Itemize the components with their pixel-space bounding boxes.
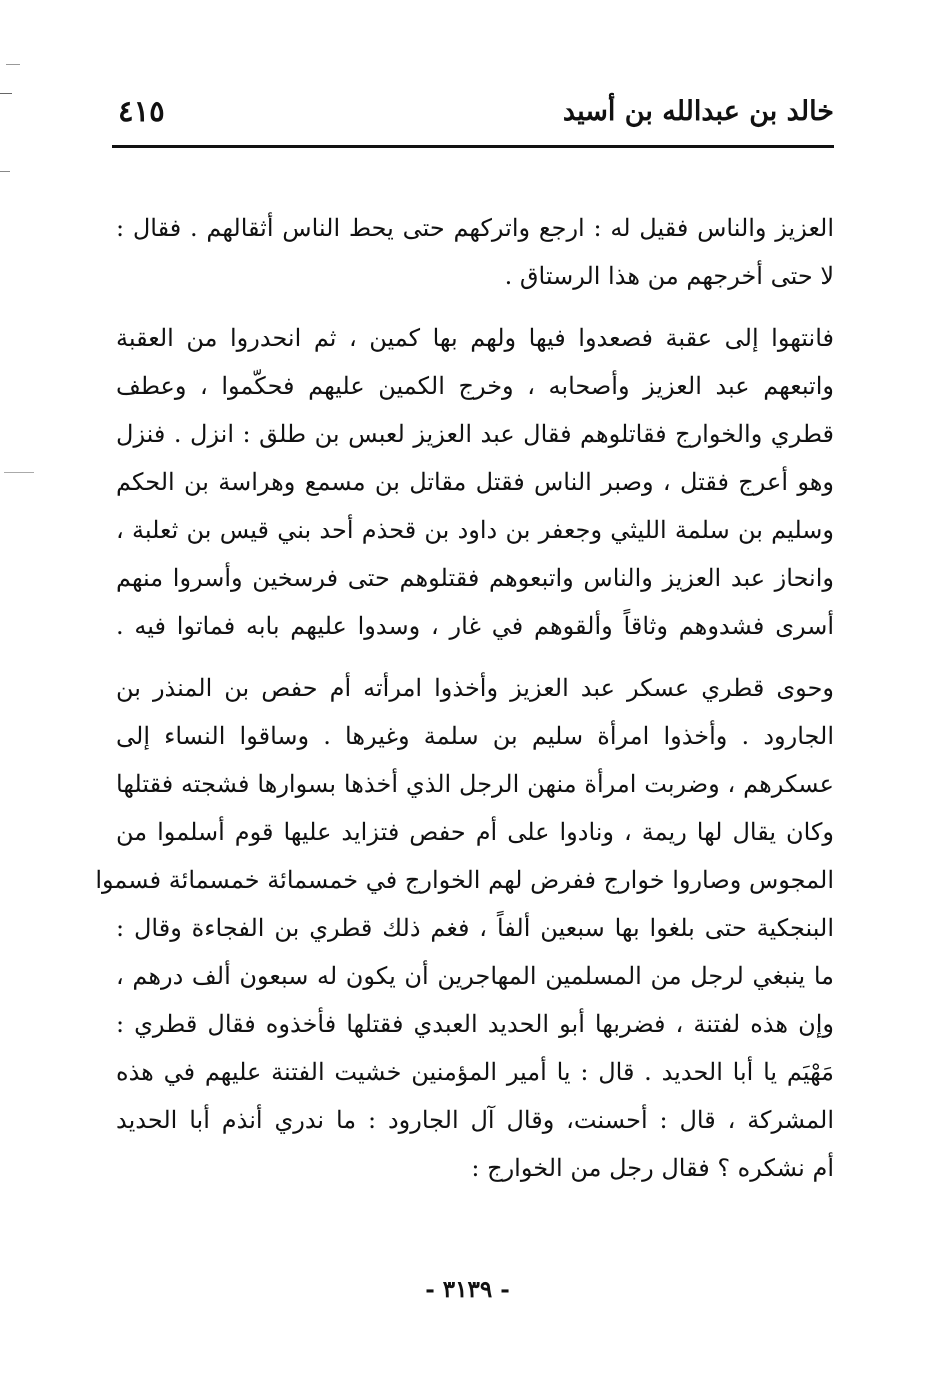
text-line: وإن هذه لفتنة ، فضربها أبو الحديد العبدي فقتلها فأخذوه فقال قطري : (116, 1010, 834, 1038)
text-line: وهو أعرج فقتل ، وصبر الناس فقتل مقاتل بن مسمع وهراسة بن الحكم (116, 468, 834, 496)
scan-mark (6, 64, 20, 65)
text-line: أم نشكره ؟ فقال رجل من الخوارج : (471, 1154, 834, 1182)
text-line: وانحاز عبد العزيز والناس واتبعوهم فقتلوهم حتى فرسخين وأسروا منهم (116, 564, 834, 592)
text-line: واتبعهم عبد العزيز وأصحابه ، وخرج الكمين عليهم فحكّموا ، وعطف (116, 372, 834, 400)
text-line: المشركة ، قال : أحسنت، وقال آل الجارود : ما ندري أنذم أبا الحديد (116, 1106, 834, 1134)
text-line: وحوى قطري عسكر عبد العزيز وأخذوا امرأته أم حفص بن المنذر بن (116, 674, 834, 702)
paragraph (116, 314, 834, 650)
header-page-number: ٤١٥ (118, 94, 165, 128)
text-line: وكان يقال لها ريمة ، ونادوا على أم حفص فتزايد عليها قوم أسلموا من (116, 818, 834, 846)
text-line: وسليم بن سلمة الليثي وجعفر بن داود بن قحذم أحد بني قيس بن ثعلبة ، (116, 516, 834, 544)
text-line: العزيز والناس فقيل له : ارجع واتركهم حتى يحط الناس أثقالهم . فقال : (116, 214, 835, 242)
page-header (112, 86, 834, 148)
footer-page-number: - ٣١٣٩ - (425, 1276, 510, 1303)
paragraph (95, 664, 835, 1192)
text-line: المجوس وصاروا خوارج ففرض لهم الخوارج في خمسمائة خمسمائة فسموا (95, 866, 834, 894)
text-line: البنجكية حتى بلغوا بها سبعين ألفاً ، فغم ذلك قطري بن الفجاءة وقال : (116, 914, 835, 942)
text-line: قطري والخوارج فقاتلوهم فقال عبد العزيز لعبس بن طلق : انزل . فنزل (116, 420, 834, 448)
text-line: أسرى فشدوهم وثاقاً وألقوهم في غار ، وسدوا عليهم بابه فماتوا فيه . (116, 612, 834, 640)
scan-mark (0, 171, 10, 172)
text-line: لا حتى أخرجهم من هذا الرستاق . (504, 262, 834, 290)
scan-mark (0, 93, 12, 94)
text-line: فانتهوا إلى عقبة فصعدوا فيها ولهم بها كمين ، ثم انحدروا من العقبة (116, 324, 834, 352)
page-title: خالد بن عبدالله بن أسيد (562, 96, 834, 127)
header-divider (112, 145, 834, 148)
text-line: مَهْيَم يا أبا الحديد . قال : يا أمير المؤمنين خشيت الفتنة عليهم في هذه (116, 1058, 834, 1086)
body-text (95, 204, 835, 1206)
text-line: الجارود . وأخذوا امرأة سليم بن سلمة وغيرها . وساقوا النساء إلى (116, 722, 834, 750)
scan-mark (4, 472, 34, 473)
paragraph (116, 204, 834, 300)
text-line: عسكرهم ، وضربت امرأة منهن الرجل الذي أخذها بسوارها فشجته فقتلها (116, 770, 834, 798)
text-line: ما ينبغي لرجل من المسلمين المهاجرين أن يكون له سبعون ألف درهم ، (116, 962, 834, 990)
